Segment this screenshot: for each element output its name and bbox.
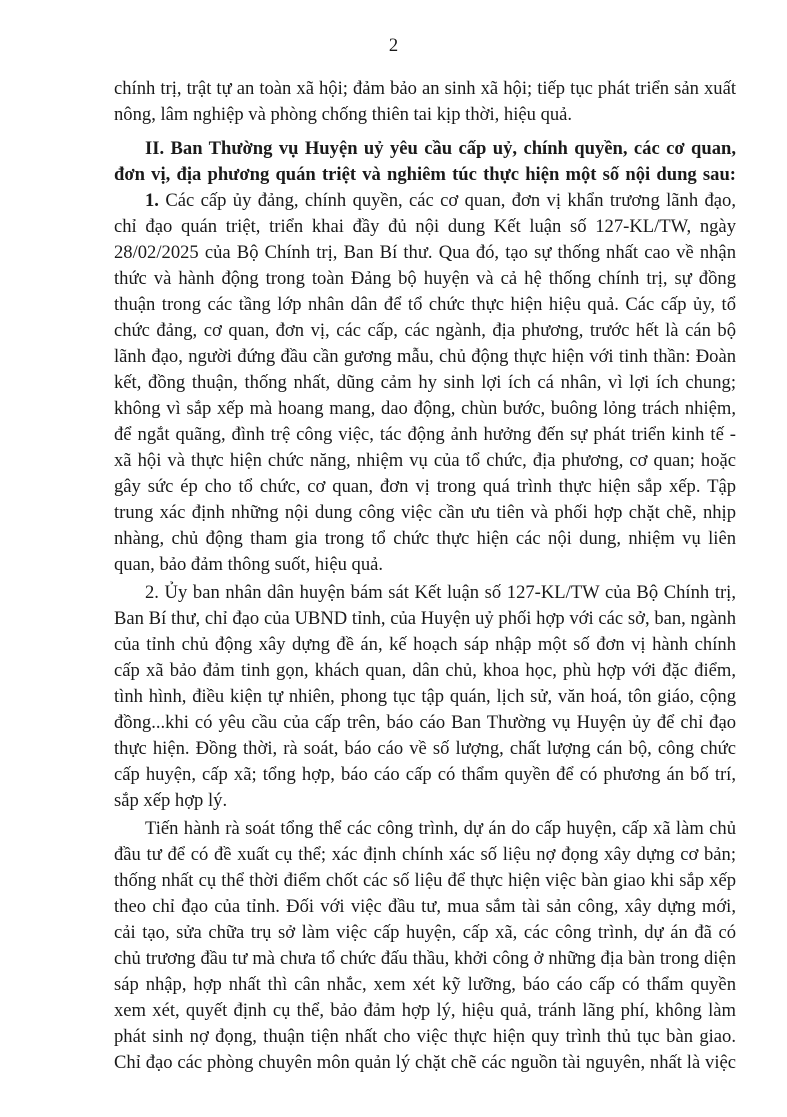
item1-line: để ngắt quãng, đình trệ công việc, tác động ảnh hưởng đến sự phát triển kinh tế - xyxy=(114,424,736,445)
item2-line: cấp xã bảo đảm tinh gọn, khách quan, dân chủ, khoa học, phù hợp với đặc điểm, xyxy=(114,660,736,681)
item1-line: quan, bảo đảm thông suốt, hiệu quả. xyxy=(114,554,384,575)
intro-line: chính trị, trật tự an toàn xã hội; đảm bảo an sinh xã hội; tiếp tục phát triển sản xuất xyxy=(114,78,736,99)
item2-line: tình hình, điều kiện tự nhiên, phong tục tập quán, lịch sử, văn hoá, tôn giáo, cộng xyxy=(114,686,736,707)
item1-line: 28/02/2025 của Bộ Chính trị, Ban Bí thư. Qua đó, tạo sự thống nhất cao về nhận xyxy=(114,242,736,263)
item1-line: chỉ đạo quán triệt, triển khai đầy đủ nội dung Kết luận số 127-KL/TW, ngày xyxy=(114,216,736,237)
item1-line: lãnh đạo, người đứng đầu cần gương mẫu, chủ động thực hiện với tinh thần: Đoàn xyxy=(114,346,736,367)
item2-cont-line: sáp nhập, hợp nhất thì cân nhắc, xem xét kỹ lưỡng, báo cáo cấp có thẩm quyền xyxy=(114,974,736,995)
item2-line: cấp huyện, cấp xã; tổng hợp, báo cáo cấp có thẩm quyền để có phương án bố trí, xyxy=(114,764,736,785)
item2-cont-line: Chỉ đạo các phòng chuyên môn quản lý chặt chẽ các nguồn tài nguyên, nhất là việc xyxy=(114,1052,736,1073)
item2-line: đồng...khi có yêu cầu của cấp trên, báo cáo Ban Thường vụ Huyện ủy để chỉ đạo xyxy=(114,712,736,733)
item2-cont-line: phát sinh nợ đọng, thuận tiện nhất cho việc thực hiện quy trình thủ tục bàn giao. xyxy=(114,1026,736,1047)
section-heading-line: đơn vị, địa phương quán triệt và nghiêm túc thực hiện một số nội dung sau: xyxy=(114,164,736,185)
item2-line: sắp xếp hợp lý. xyxy=(114,790,228,811)
intro-line: nông, lâm nghiệp và phòng chống thiên tai kịp thời, hiệu quả. xyxy=(114,104,573,125)
item1-line: chức đảng, cơ quan, đơn vị, các cấp, các ngành, địa phương, trước hết là cán bộ xyxy=(114,320,736,341)
item2-line: Ban Bí thư, chỉ đạo của UBND tỉnh, của Huyện uỷ phối hợp với các sở, ban, ngành xyxy=(114,608,736,629)
item1-line: trung xác định những nội dung công việc cần ưu tiên và phối hợp chặt chẽ, nhịp xyxy=(114,502,736,523)
item1-line: không vì sắp xếp mà hoang mang, dao động, chùn bước, buông lỏng trách nhiệm, xyxy=(114,398,736,419)
page-number: 2 xyxy=(388,35,399,56)
item1-line: thức và hành động trong toàn Đảng bộ huyện và cả hệ thống chính trị, sự đồng xyxy=(114,268,736,289)
item2-line: thực hiện. Đồng thời, rà soát, báo cáo về số lượng, chất lượng cán bộ, công chức xyxy=(114,738,736,759)
item2-cont-line: chủ trương đầu tư mà chưa tổ chức đấu thầu, khởi công ở những địa bàn trong diện xyxy=(114,948,736,969)
item1-line: nhàng, chủ động tham gia trong tổ chức thực hiện các nội dung, nhiệm vụ liên xyxy=(114,528,736,549)
section-heading-line: II. Ban Thường vụ Huyện uỷ yêu cầu cấp uỷ, chính quyền, các cơ quan, xyxy=(145,138,736,159)
item1-first-text: Các cấp ủy đảng, chính quyền, các cơ quan, đơn vị khẩn trương lãnh đạo, xyxy=(165,190,736,211)
item1-line: thuận trong các tầng lớp nhân dân để tổ chức thực hiện hiệu quả. Các cấp ủy, tổ xyxy=(114,294,736,315)
item1-line: xã hội và thực hiện chức năng, nhiệm vụ của tổ chức, địa phương, cơ quan; hoặc xyxy=(114,450,736,471)
item1-number: 1. xyxy=(145,190,159,211)
item2-cont-line: xem xét, quyết định cụ thể, bảo đảm hợp lý, hiệu quả, tránh lãng phí, không làm xyxy=(114,1000,736,1021)
item1-line: kết, đồng thuận, thống nhất, dũng cảm hy sinh lợi ích cá nhân, vì lợi ích chung; xyxy=(114,372,736,393)
item1-first-line xyxy=(145,188,736,214)
item2-cont-line: thống nhất cụ thể thời điểm chốt các số liệu để thực hiện việc bàn giao khi sắp xếp xyxy=(114,870,736,891)
item2-cont-line: theo chỉ đạo của tỉnh. Đối với việc đầu tư, mua sắm tài sản công, xây dựng mới, xyxy=(114,896,736,917)
item2-line: 2. Ủy ban nhân dân huyện bám sát Kết luận số 127-KL/TW của Bộ Chính trị, xyxy=(145,582,736,603)
item2-cont-line: Tiến hành rà soát tổng thể các công trình, dự án do cấp huyện, cấp xã làm chủ xyxy=(145,818,736,839)
item2-cont-line: cải tạo, sửa chữa trụ sở làm việc cấp huyện, cấp xã, các công trình, dự án đã có xyxy=(114,922,736,943)
item2-line: của tỉnh chủ động xây dựng đề án, kế hoạch sáp nhập một số đơn vị hành chính xyxy=(114,634,736,655)
item1-line: gây sức ép cho tổ chức, cơ quan, đơn vị trong quá trình thực hiện sắp xếp. Tập xyxy=(114,476,736,497)
item2-cont-line: đầu tư để có đề xuất cụ thể; xác định chính xác số liệu nợ đọng xây dựng cơ bản; xyxy=(114,844,736,865)
